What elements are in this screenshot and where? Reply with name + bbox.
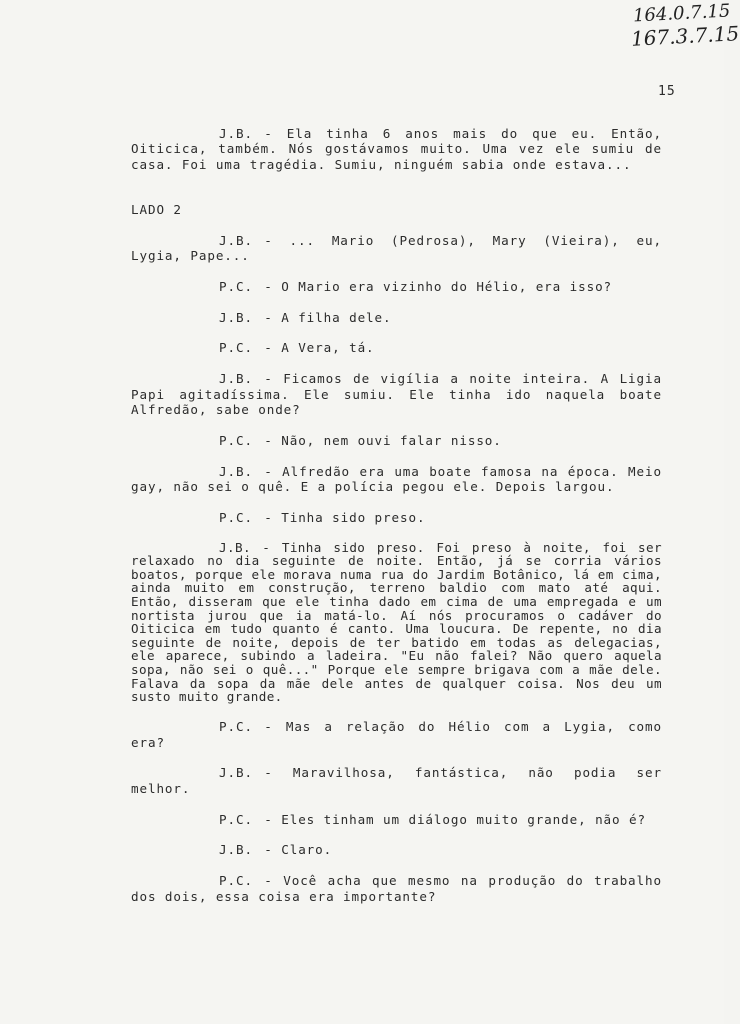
speaker-label: J.B. bbox=[219, 765, 253, 781]
speaker-label: J.B. bbox=[219, 463, 253, 479]
paragraph-text: - Tinha sido preso. Foi preso à noite, foi ser relaxado no dia seguinte de noite. Então, já se corria vários boatos, porque ele morava numa rua do Jardim Botânico, lá em cima, ainda muito em construção, terreno baldio com mato até aqui. Então, disseram que ele tinha dado em cima de uma empregada e um nortista jurou que ia matá-lo. Aí nós procuramos o cadáver do Oiticica em tudo quanto é canto. Uma loucura. De repente, no dia seguinte de noite, depois de ter batido em todas as delegacias, ele aparece, subindo a ladeira. "Eu não falei? Não quero aquela sopa, não sei o quê..." Porque ele sempre brigava com a mãe dele. Falava da sopa da mãe dele antes de qualquer coisa. Nos deu um susto muito grande. bbox=[131, 539, 662, 705]
page-number: 15 bbox=[658, 84, 676, 99]
speaker-label: P.C. bbox=[219, 719, 253, 735]
transcript-paragraph bbox=[131, 842, 662, 857]
transcript-paragraph bbox=[131, 464, 662, 495]
speaker-label: J.B. bbox=[219, 842, 253, 858]
transcript-paragraph bbox=[131, 279, 662, 294]
transcript-paragraph bbox=[131, 541, 662, 704]
paragraph-text: - A filha dele. bbox=[264, 309, 392, 325]
transcript-paragraph bbox=[131, 873, 662, 904]
paragraph-text: - Mas a relação do Hélio com a Lygia, como era? bbox=[131, 719, 662, 750]
paragraph-text: - Alfredão era uma boate famosa na época. Meio gay, não sei o quê. E a polícia pegou ele. Depois largou. bbox=[131, 463, 662, 495]
paragraph-text: - Claro. bbox=[264, 842, 333, 858]
paragraph-text: - Ela tinha 6 anos mais do que eu. Então, Oiticica, também. Nós gostávamos muito. Uma vez ele sumiu de casa. Foi uma tragédia. Sumiu, ninguém sabia onde estava... bbox=[131, 126, 662, 172]
speaker-label: J.B. bbox=[219, 232, 253, 248]
transcript-body bbox=[131, 126, 662, 919]
archive-code-line-2: 167.3.7.15 bbox=[630, 21, 740, 51]
transcript-paragraph bbox=[131, 126, 662, 172]
speaker-label: J.B. bbox=[219, 126, 253, 141]
transcript-paragraph bbox=[131, 310, 662, 325]
speaker-label: J.B. bbox=[219, 371, 253, 387]
transcript-paragraph bbox=[131, 371, 662, 417]
paragraph-text: - A Vera, tá. bbox=[264, 340, 375, 356]
transcript-paragraph bbox=[131, 233, 662, 264]
speaker-label: P.C. bbox=[219, 509, 253, 525]
speaker-label: J.B. bbox=[219, 539, 251, 555]
paragraph-text: - Não, nem ouvi falar nisso. bbox=[264, 432, 502, 448]
transcript-paragraph bbox=[131, 765, 662, 796]
archive-code-line-1: 164.0.7.15 bbox=[632, 0, 731, 27]
paragraph-text: - Eles tinham um diálogo muito grande, não é? bbox=[264, 811, 646, 827]
paragraph-text: - Você acha que mesmo na produção do trabalho dos dois, essa coisa era importante? bbox=[131, 873, 662, 904]
speaker-label: P.C. bbox=[219, 278, 253, 294]
paragraph-text: - Ficamos de vigília a noite inteira. A Ligia Papi agitadíssima. Ele sumiu. Ele tinha ido naquela boate Alfredão, sabe onde? bbox=[131, 371, 662, 418]
section-heading: LADO 2 bbox=[131, 202, 182, 218]
transcript-paragraph bbox=[131, 340, 662, 355]
speaker-label: J.B. bbox=[219, 309, 253, 325]
transcript-paragraph bbox=[131, 510, 662, 525]
paragraph-text: - Tinha sido preso. bbox=[264, 509, 426, 525]
transcript-paragraph bbox=[131, 433, 662, 448]
speaker-label: P.C. bbox=[219, 340, 253, 356]
speaker-label: P.C. bbox=[219, 873, 253, 889]
paragraph-text: - O Mario era vizinho do Hélio, era isso? bbox=[264, 278, 613, 294]
paragraph-text: - Maravilhosa, fantástica, não podia ser melhor. bbox=[131, 765, 662, 796]
speaker-label: P.C. bbox=[219, 811, 253, 827]
transcript-paragraph bbox=[131, 812, 662, 827]
speaker-label: P.C. bbox=[219, 432, 253, 448]
transcript-paragraph bbox=[131, 719, 662, 750]
paragraph-text: - ... Mario (Pedrosa), Mary (Vieira), eu, Lygia, Pape... bbox=[131, 232, 662, 264]
